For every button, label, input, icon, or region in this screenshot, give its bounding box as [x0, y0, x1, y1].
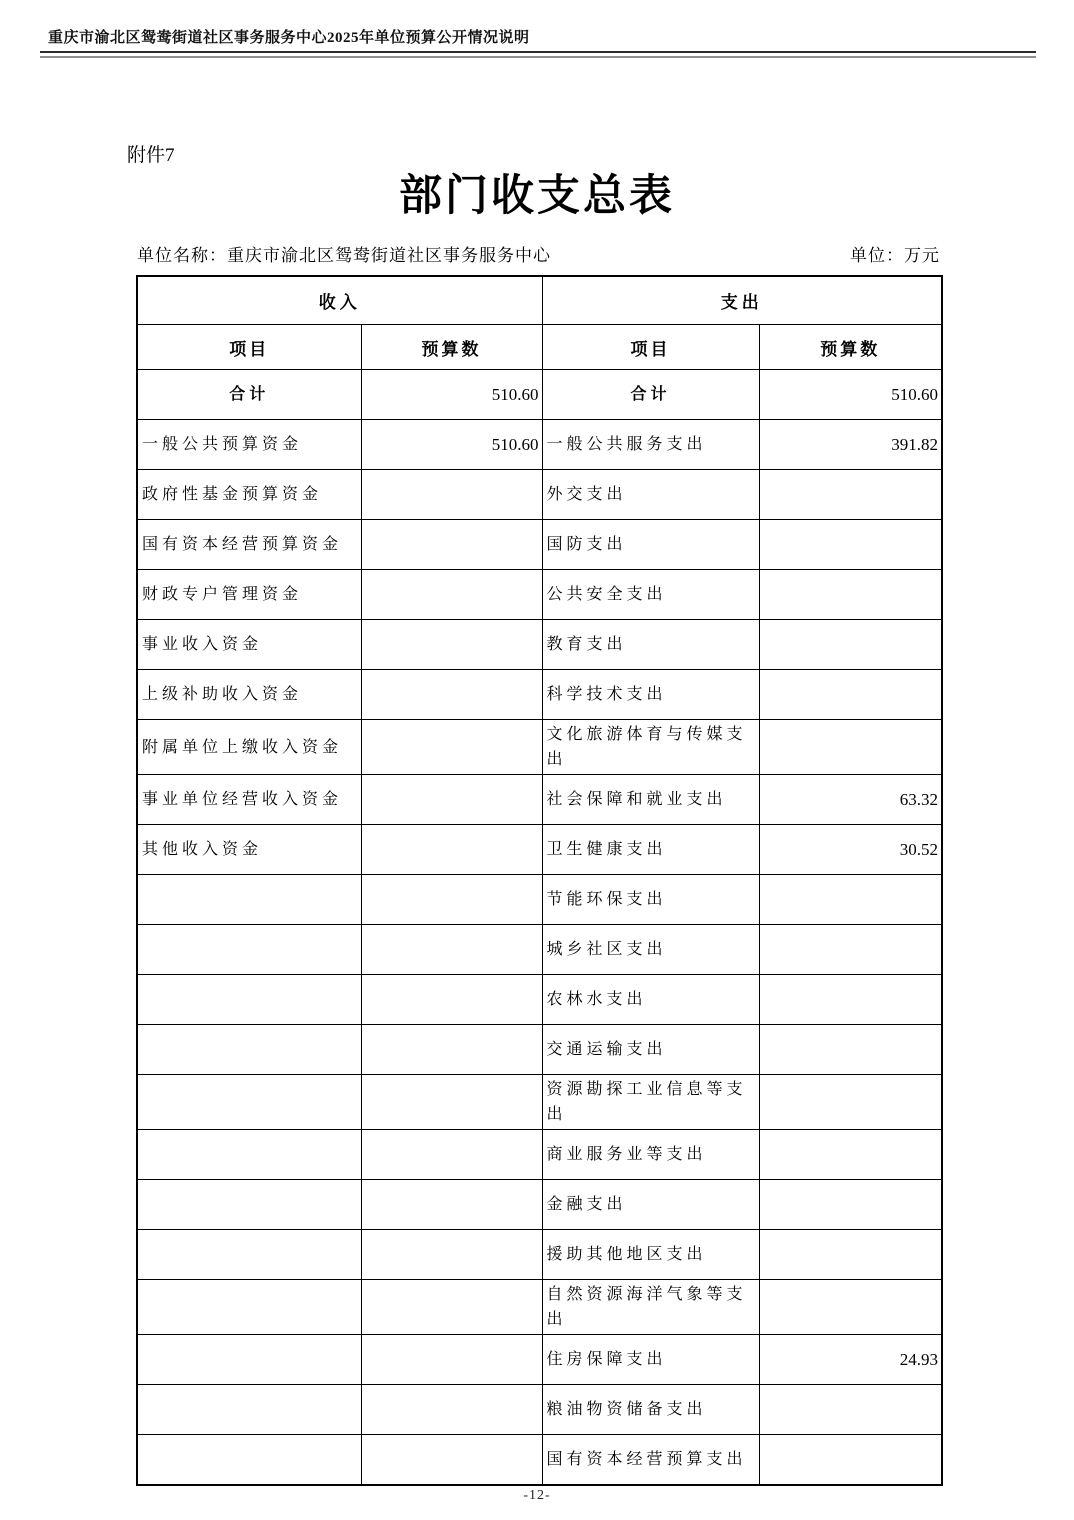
income-item-cell	[137, 1230, 361, 1280]
income-item-cell	[137, 1180, 361, 1230]
income-value-cell	[361, 1230, 542, 1280]
income-value-cell	[361, 875, 542, 925]
expense-item-cell: 国有资本经营预算支出	[542, 1435, 759, 1486]
expense-item-cell: 节能环保支出	[542, 875, 759, 925]
income-item-header: 项目	[137, 325, 361, 370]
expense-value-cell	[759, 520, 942, 570]
expense-value-cell	[759, 1435, 942, 1486]
expense-value-cell	[759, 1075, 942, 1130]
expense-item-cell: 公共安全支出	[542, 570, 759, 620]
expense-item-cell: 社会保障和就业支出	[542, 775, 759, 825]
expense-value-cell: 391.82	[759, 420, 942, 470]
income-item-cell: 附属单位上缴收入资金	[137, 720, 361, 775]
expense-value-cell	[759, 1385, 942, 1435]
expense-value-cell	[759, 1280, 942, 1335]
expense-item-cell: 教育支出	[542, 620, 759, 670]
expense-item-cell: 卫生健康支出	[542, 825, 759, 875]
expense-item-cell: 科学技术支出	[542, 670, 759, 720]
expense-value-cell	[759, 570, 942, 620]
income-item-cell	[137, 1435, 361, 1486]
table-row	[137, 520, 942, 570]
total-row	[137, 370, 942, 420]
table-row	[137, 1280, 942, 1335]
column-header-row	[137, 325, 942, 370]
income-value-cell	[361, 1075, 542, 1130]
unit-info-row	[137, 241, 940, 266]
expense-value-cell: 30.52	[759, 825, 942, 875]
table-row	[137, 1230, 942, 1280]
table-row	[137, 1025, 942, 1075]
income-value-cell	[361, 1385, 542, 1435]
document-header-text: 重庆市渝北区鸳鸯街道社区事务服务中心2025年单位预算公开情况说明	[48, 30, 530, 46]
expense-item-cell: 交通运输支出	[542, 1025, 759, 1075]
income-item-cell	[137, 1335, 361, 1385]
expense-value-cell	[759, 470, 942, 520]
table-row	[137, 1335, 942, 1385]
income-value-cell	[361, 975, 542, 1025]
income-item-cell	[137, 1280, 361, 1335]
expense-group-header: 支出	[542, 276, 942, 325]
expense-item-cell: 自然资源海洋气象等支出	[542, 1280, 759, 1335]
attachment-label: 附件7	[127, 145, 175, 166]
budget-summary-table	[136, 275, 943, 1486]
income-item-cell	[137, 875, 361, 925]
income-value-cell	[361, 520, 542, 570]
expense-value-cell: 63.32	[759, 775, 942, 825]
expense-item-cell: 文化旅游体育与传媒支出	[542, 720, 759, 775]
income-item-cell: 事业收入资金	[137, 620, 361, 670]
table-row	[137, 420, 942, 470]
income-value-cell	[361, 1180, 542, 1230]
page-title: 部门收支总表	[399, 173, 675, 220]
table-row	[137, 825, 942, 875]
income-group-header: 收入	[137, 276, 542, 325]
table-row	[137, 1385, 942, 1435]
income-item-cell: 国有资本经营预算资金	[137, 520, 361, 570]
expense-value-cell	[759, 1230, 942, 1280]
expense-budget-header: 预算数	[759, 325, 942, 370]
table-row	[137, 1180, 942, 1230]
income-value-cell	[361, 1280, 542, 1335]
income-item-cell	[137, 1025, 361, 1075]
expense-item-cell: 住房保障支出	[542, 1335, 759, 1385]
income-value-cell	[361, 925, 542, 975]
expense-item-header: 项目	[542, 325, 759, 370]
table-row	[137, 620, 942, 670]
income-item-cell	[137, 1130, 361, 1180]
expense-value-cell	[759, 875, 942, 925]
income-value-cell	[361, 620, 542, 670]
page-header	[40, 0, 1036, 58]
table-row	[137, 775, 942, 825]
expense-item-cell: 商业服务业等支出	[542, 1130, 759, 1180]
expense-item-cell: 粮油物资储备支出	[542, 1385, 759, 1435]
income-item-cell	[137, 1385, 361, 1435]
table-row	[137, 570, 942, 620]
table-row	[137, 470, 942, 520]
expense-value-cell: 510.60	[759, 370, 942, 420]
expense-item-cell: 一般公共服务支出	[542, 420, 759, 470]
income-value-cell	[361, 1435, 542, 1486]
income-budget-header: 预算数	[361, 325, 542, 370]
expense-value-cell	[759, 670, 942, 720]
income-value-cell	[361, 1130, 542, 1180]
expense-item-cell: 援助其他地区支出	[542, 1230, 759, 1280]
expense-value-cell	[759, 720, 942, 775]
table-row	[137, 1435, 942, 1486]
group-header-row	[137, 276, 942, 325]
income-value-cell	[361, 670, 542, 720]
expense-item-cell: 农林水支出	[542, 975, 759, 1025]
expense-value-cell: 24.93	[759, 1335, 942, 1385]
expense-item-cell: 资源勘探工业信息等支出	[542, 1075, 759, 1130]
table-row	[137, 975, 942, 1025]
unit-name-label: 单位名称：重庆市渝北区鸳鸯街道社区事务服务中心	[137, 246, 551, 265]
income-value-cell	[361, 1025, 542, 1075]
income-value-cell	[361, 825, 542, 875]
income-item-cell	[137, 975, 361, 1025]
income-value-cell: 510.60	[361, 370, 542, 420]
income-value-cell	[361, 720, 542, 775]
header-rule	[40, 51, 1036, 58]
income-item-cell: 政府性基金预算资金	[137, 470, 361, 520]
expense-item-cell: 金融支出	[542, 1180, 759, 1230]
table-row	[137, 875, 942, 925]
income-item-cell: 事业单位经营收入资金	[137, 775, 361, 825]
budget-table-body	[137, 370, 942, 1486]
expense-value-cell	[759, 1180, 942, 1230]
table-head	[137, 276, 942, 370]
table-row	[137, 720, 942, 775]
income-item-cell: 其他收入资金	[137, 825, 361, 875]
income-item-cell: 一般公共预算资金	[137, 420, 361, 470]
table-row	[137, 670, 942, 720]
table-row	[137, 1130, 942, 1180]
income-value-cell	[361, 775, 542, 825]
expense-item-cell: 合计	[542, 370, 759, 420]
income-value-cell	[361, 470, 542, 520]
income-value-cell	[361, 570, 542, 620]
income-item-cell	[137, 925, 361, 975]
income-item-cell: 合计	[137, 370, 361, 420]
income-value-cell	[361, 1335, 542, 1385]
expense-value-cell	[759, 620, 942, 670]
expense-value-cell	[759, 1130, 942, 1180]
expense-value-cell	[759, 975, 942, 1025]
income-item-cell: 财政专户管理资金	[137, 570, 361, 620]
unit-of-measure-label: 单位：万元	[850, 246, 940, 265]
expense-item-cell: 外交支出	[542, 470, 759, 520]
income-item-cell	[137, 1075, 361, 1130]
expense-value-cell	[759, 925, 942, 975]
table-row	[137, 925, 942, 975]
expense-value-cell	[759, 1025, 942, 1075]
income-value-cell: 510.60	[361, 420, 542, 470]
expense-item-cell: 城乡社区支出	[542, 925, 759, 975]
table-row	[137, 1075, 942, 1130]
income-item-cell: 上级补助收入资金	[137, 670, 361, 720]
page-number: -12-	[523, 1488, 551, 1503]
expense-item-cell: 国防支出	[542, 520, 759, 570]
